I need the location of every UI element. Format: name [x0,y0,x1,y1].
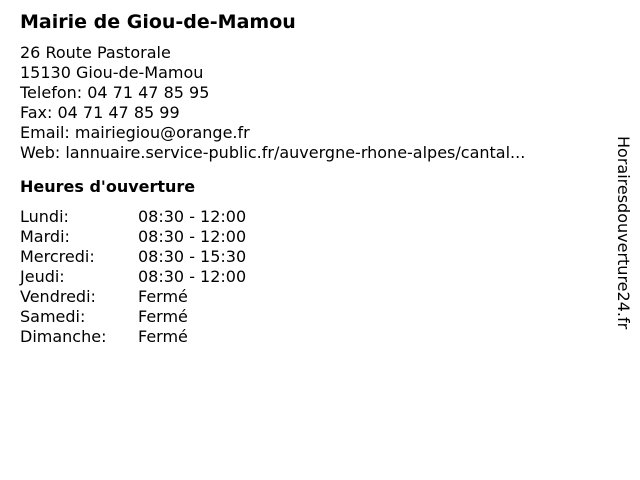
hours-time: 08:30 - 12:00 [138,207,247,226]
hours-day: Mardi: [20,227,70,246]
hours-row-jeudi [20,267,600,287]
hours-time: 08:30 - 12:00 [138,267,247,286]
hours-day: Vendredi: [20,287,96,306]
city-postal: 15130 Giou-de-Mamou [20,63,204,82]
business-card [20,10,600,347]
fax-line: Fax: 04 71 47 85 99 [20,103,180,122]
email-line: Email: mairiegiou@orange.fr [20,123,250,142]
hours-day: Mercredi: [20,247,95,266]
hours-row-dimanche [20,327,600,347]
hours-table [20,207,600,347]
business-name: Mairie de Giou-de-Mamou [20,11,296,33]
phone-line: Telefon: 04 71 47 85 95 [20,83,210,102]
hours-row-mercredi [20,247,600,267]
web-line: Web: lannuaire.service-public.fr/auvergne-rhone-alpes/cantal... [20,143,526,162]
hours-time: Fermé [138,307,188,326]
hours-time: 08:30 - 15:30 [138,247,247,266]
hours-row-vendredi [20,287,600,307]
hours-time: Fermé [138,327,188,346]
site-watermark: Horairesdouverture24.fr [614,136,633,330]
hours-day: Jeudi: [20,267,65,286]
hours-row-samedi [20,307,600,327]
hours-row-lundi [20,207,600,227]
hours-row-mardi [20,227,600,247]
hours-time: Fermé [138,287,188,306]
hours-day: Dimanche: [20,327,107,346]
hours-day: Lundi: [20,207,69,226]
hours-time: 08:30 - 12:00 [138,227,247,246]
hours-heading: Heures d'ouverture [20,177,196,196]
hours-day: Samedi: [20,307,86,326]
street-address: 26 Route Pastorale [20,43,171,62]
